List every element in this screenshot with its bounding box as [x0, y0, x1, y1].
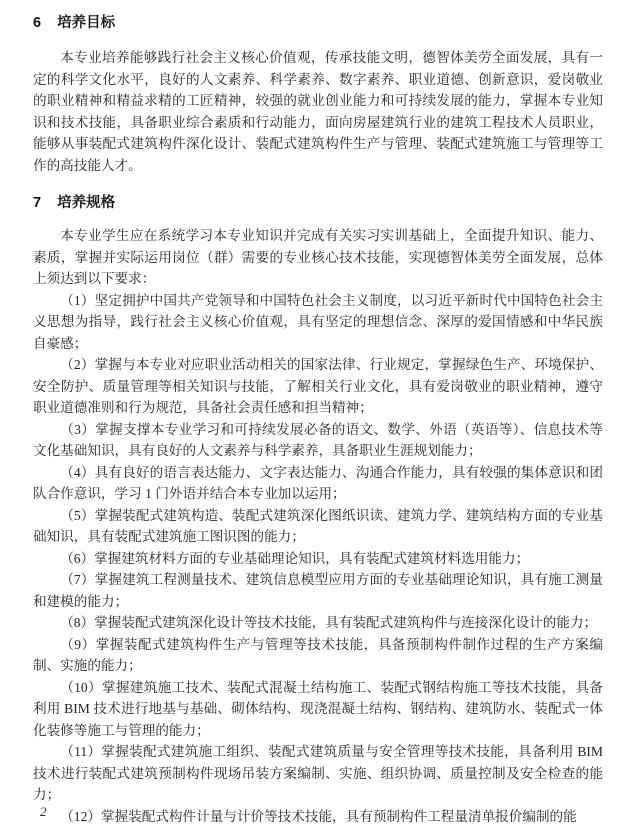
requirement-item-8: （8）掌握装配式建筑深化设计等技术技能，具有装配式建筑构件与连接深化设计的能力；	[60, 615, 598, 630]
requirement-item-9: （9）掌握装配式建筑构件生产与管理等技术技能，具备预制构件制作过程的生产方案编制、实施的能力；	[33, 636, 603, 673]
requirement-item-3: （3）掌握支撑本专业学习和可持续发展必备的语文、数学、外语（英语等）、信息技术等文化基础知识，具有良好的人文素养与科学素养，具备职业生涯规划能力；	[33, 421, 603, 458]
section-7-heading	[33, 192, 603, 214]
requirement-item-5: （5）掌握装配式建筑构造、装配式建筑深化图纸识读、建筑力学、建筑结构方面的专业基础知识，具有装配式建筑施工图识图的能力；	[33, 507, 603, 544]
section-6-paragraph: 本专业培养能够践行社会主义核心价值观，传承技能文明，德智体美劳全面发展，具有一定的科学文化水平，良好的人文素养、科学素养、数字素养、职业道德、创新意识，爱岗敬业的职业精神和精益求精的工匠精神，较强的就业创业能力和可持续发展的能力，掌握本专业知识和技术技能，具备职业综合素质和行动能力，面向房屋建筑行业的建筑工程技术人员职业，能够从事装配式建筑构件深化设计、装配式建筑构件生产与管理、装配式建筑施工与管理等工作的高技能人才。	[33, 50, 603, 173]
section-7-intro-paragraph: 本专业学生应在系统学习本专业知识并完成有关实习实训基础上，全面提升知识、能力、素质，掌握并实际运用岗位（群）需要的专业核心技术技能，实现德智体美劳全面发展，总体上须达到以下要求：	[33, 228, 603, 286]
requirement-item-2: （2）掌握与本专业对应职业活动相关的国家法律、行业规定，掌握绿色生产、环境保护、安全防护、质量管理等相关知识与技能，了解相关行业文化，具有爱岗敬业的职业精神，遵守职业道德准则和行为规范，具备社会责任感和担当精神；	[33, 357, 603, 415]
requirement-item-7: （7）掌握建筑工程测量技术、建筑信息模型应用方面的专业基础理论知识，具有施工测量和建模的能力；	[33, 572, 603, 609]
requirement-item-1: （1）坚定拥护中国共产党领导和中国特色社会主义制度，以习近平新时代中国特色社会主义思想为指导，践行社会主义核心价值观，具有坚定的理想信念、深厚的爱国情感和中华民族自豪感；	[33, 292, 603, 351]
section-6-title: 培养目标	[57, 15, 116, 31]
requirement-item-4: （4）具有良好的语言表达能力、文字表达能力、沟通合作能力，具有较强的集体意识和团队合作意识，学习 1 门外语并结合本专业加以运用；	[33, 464, 603, 501]
requirement-item-6: （6）掌握建筑材料方面的专业基础理论知识，具有装配式建筑材料选用能力；	[60, 550, 530, 566]
page-number: 2	[40, 804, 47, 819]
requirement-item-12: （12）掌握装配式构件计量与计价等技术技能，具有预制构件工程量清单报价编制的能	[60, 808, 577, 824]
requirement-item-10: （10）掌握建筑施工技术、装配式混凝土结构施工、装配式钢结构施工等技术技能，具备利用 BIM 技术进行地基与基础、砌体结构、现浇混凝土结构、钢结构、建筑防水、装配式一体化装修等施工与管理的能力；	[33, 679, 603, 738]
section-7-title: 培养规格	[57, 195, 116, 211]
section-7-number: 7	[33, 195, 42, 211]
requirement-item-11: （11）掌握装配式建筑施工组织、装配式建筑质量与安全管理等技术技能，具备利用 BIM 技术进行装配式建筑预制构件现场吊装方案编制、实施、组织协调、质量控制及安全检查的能力；	[33, 744, 603, 802]
section-6-heading	[33, 12, 603, 34]
section-6-number: 6	[33, 15, 42, 31]
